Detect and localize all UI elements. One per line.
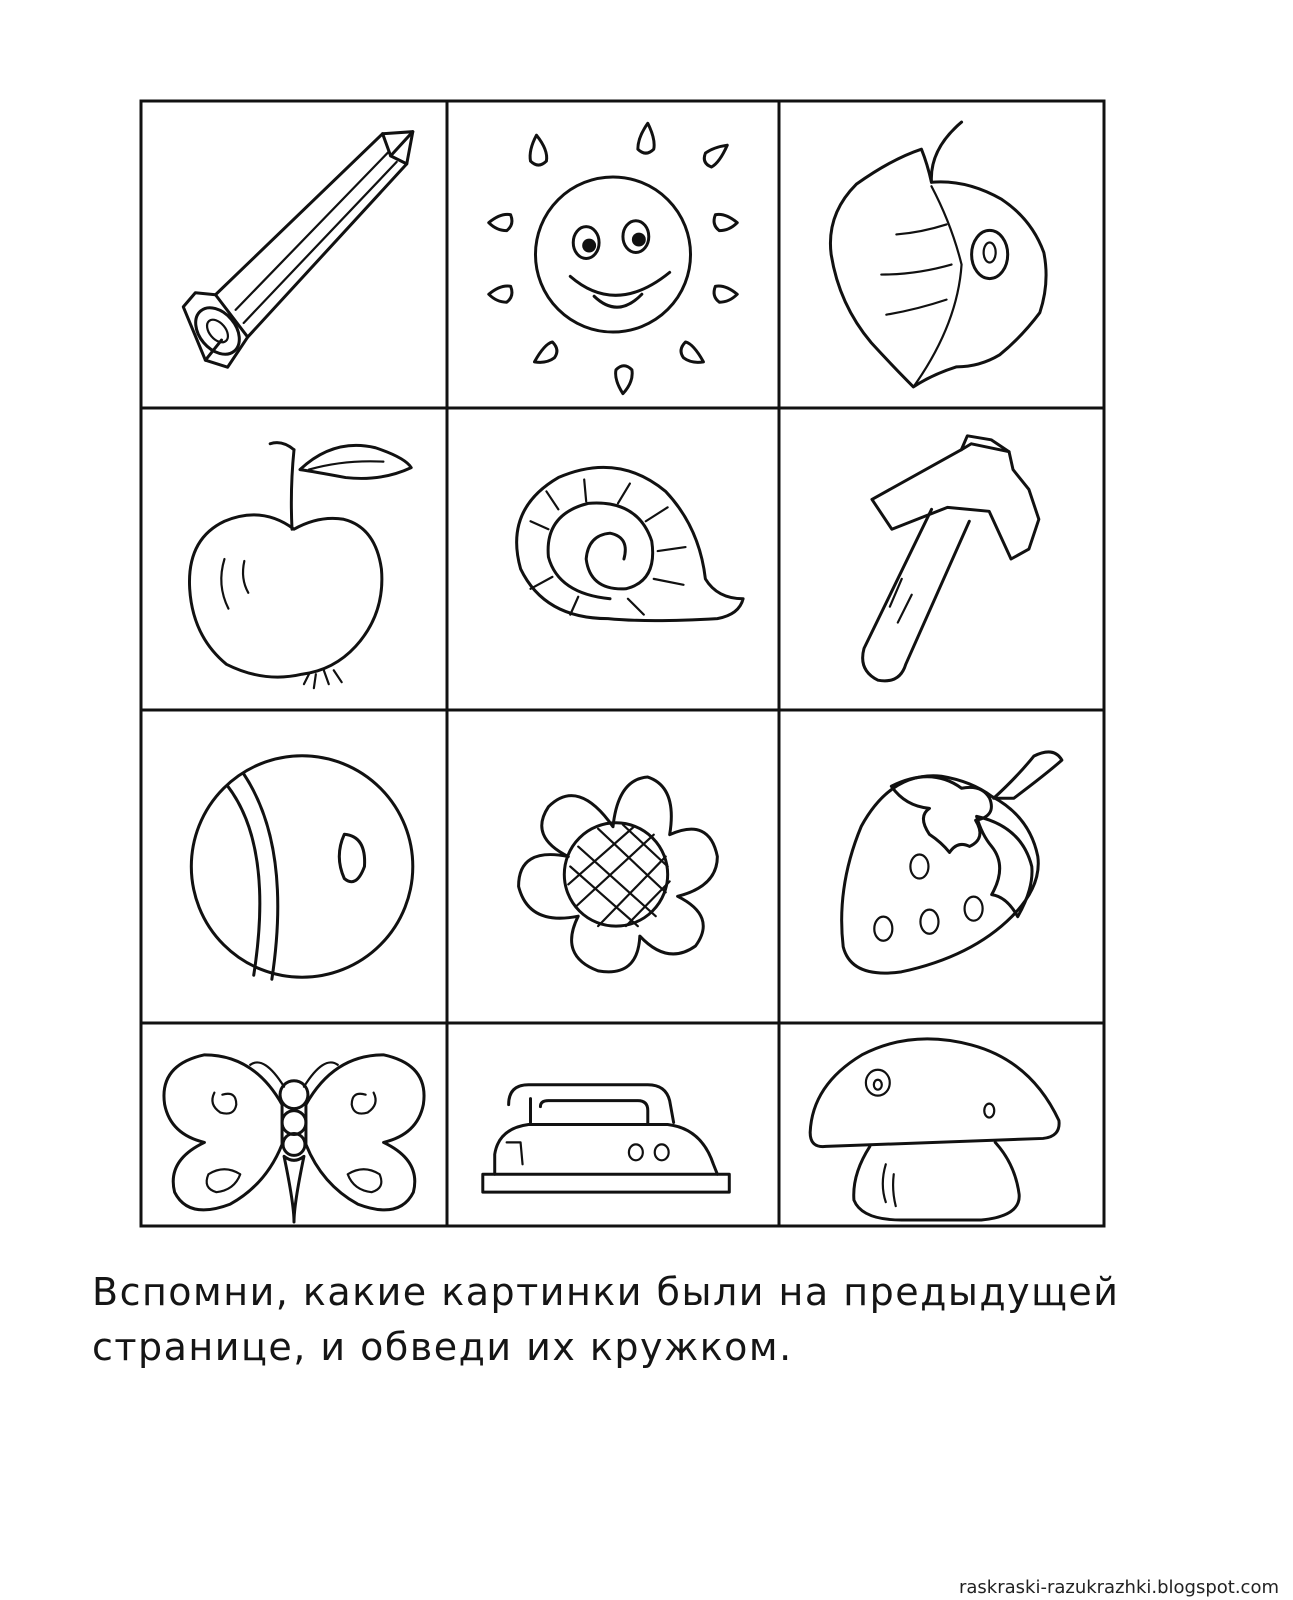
iron-icon[interactable] bbox=[449, 1025, 777, 1224]
instruction-line-1: Вспомни, какие картинки были на предыдущей bbox=[92, 1270, 1120, 1314]
leaf-icon[interactable] bbox=[781, 103, 1102, 406]
flower-icon[interactable] bbox=[449, 712, 777, 1021]
butterfly-icon[interactable] bbox=[143, 1025, 445, 1224]
strawberry-icon[interactable] bbox=[781, 712, 1102, 1021]
snail-shell-icon[interactable] bbox=[449, 410, 777, 708]
sun-icon[interactable] bbox=[449, 103, 777, 406]
mushroom-icon[interactable] bbox=[781, 1025, 1102, 1224]
ball-icon[interactable] bbox=[143, 712, 445, 1021]
hammer-icon[interactable] bbox=[781, 410, 1102, 708]
pencil-icon[interactable] bbox=[143, 103, 445, 406]
instruction-text bbox=[92, 1265, 1242, 1375]
instruction-line-2: странице, и обведи их кружком. bbox=[92, 1325, 793, 1369]
apple-icon[interactable] bbox=[143, 410, 445, 708]
source-watermark: raskraski-razukrazhki.blogspot.com bbox=[958, 1577, 1279, 1598]
